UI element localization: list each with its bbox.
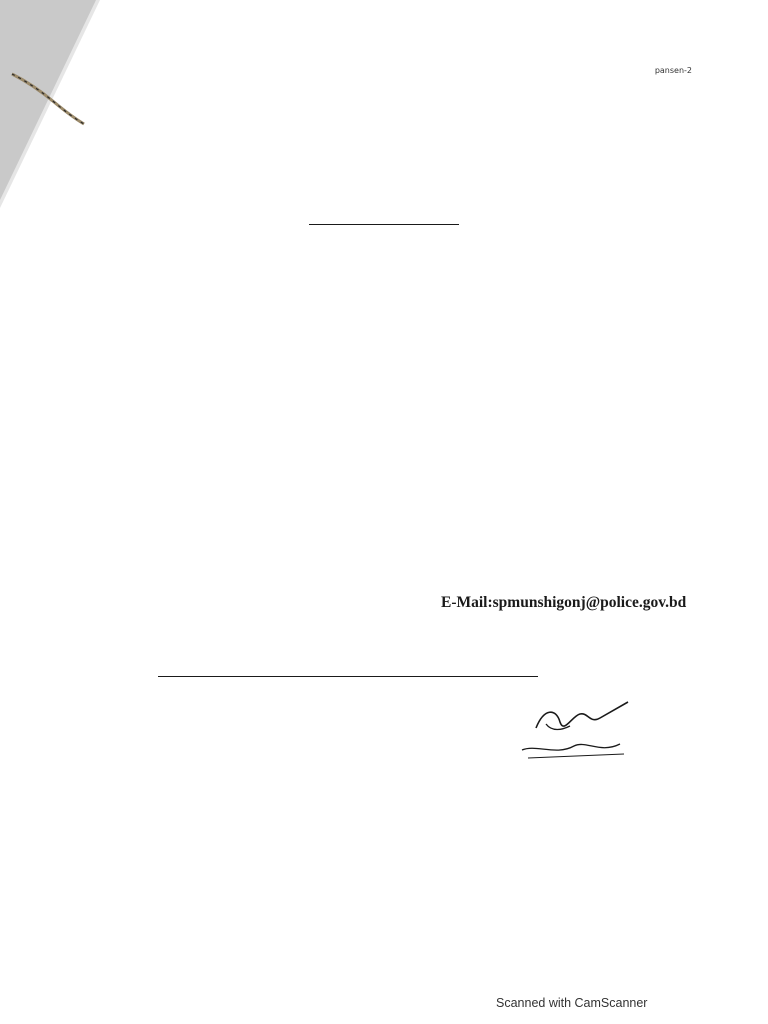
- handwritten-signature: [516, 698, 636, 768]
- letterhead-line-1: [0, 90, 768, 112]
- letterhead: [0, 90, 768, 178]
- copy-heading: [158, 656, 538, 677]
- scanner-footer: Scanned with CamScanner: [496, 996, 648, 1010]
- signature-line-2: [420, 510, 720, 532]
- memo-reference: [128, 624, 358, 644]
- page-mark: pansen-2: [654, 66, 692, 75]
- officer-place: [540, 774, 548, 796]
- signature-line-3: [420, 532, 720, 554]
- memo-row: [128, 624, 708, 646]
- copy-list: [158, 682, 558, 726]
- signature-line-1: [420, 488, 720, 510]
- order-title: [0, 204, 768, 229]
- signature-line-4: [420, 554, 720, 576]
- letterhead-line-3: [0, 134, 768, 156]
- letterhead-line-4: [0, 156, 768, 178]
- copy-item: [158, 682, 558, 704]
- copy-item: [158, 704, 558, 726]
- letterhead-line-2: [0, 112, 768, 134]
- email-address: E-Mail:spmunshigonj@police.gov.bd: [441, 594, 687, 611]
- order-title-text: [309, 204, 459, 225]
- officer-block: [540, 752, 548, 796]
- memo-date: [528, 624, 688, 644]
- signature-block: [420, 488, 720, 598]
- officer-title: [540, 752, 548, 774]
